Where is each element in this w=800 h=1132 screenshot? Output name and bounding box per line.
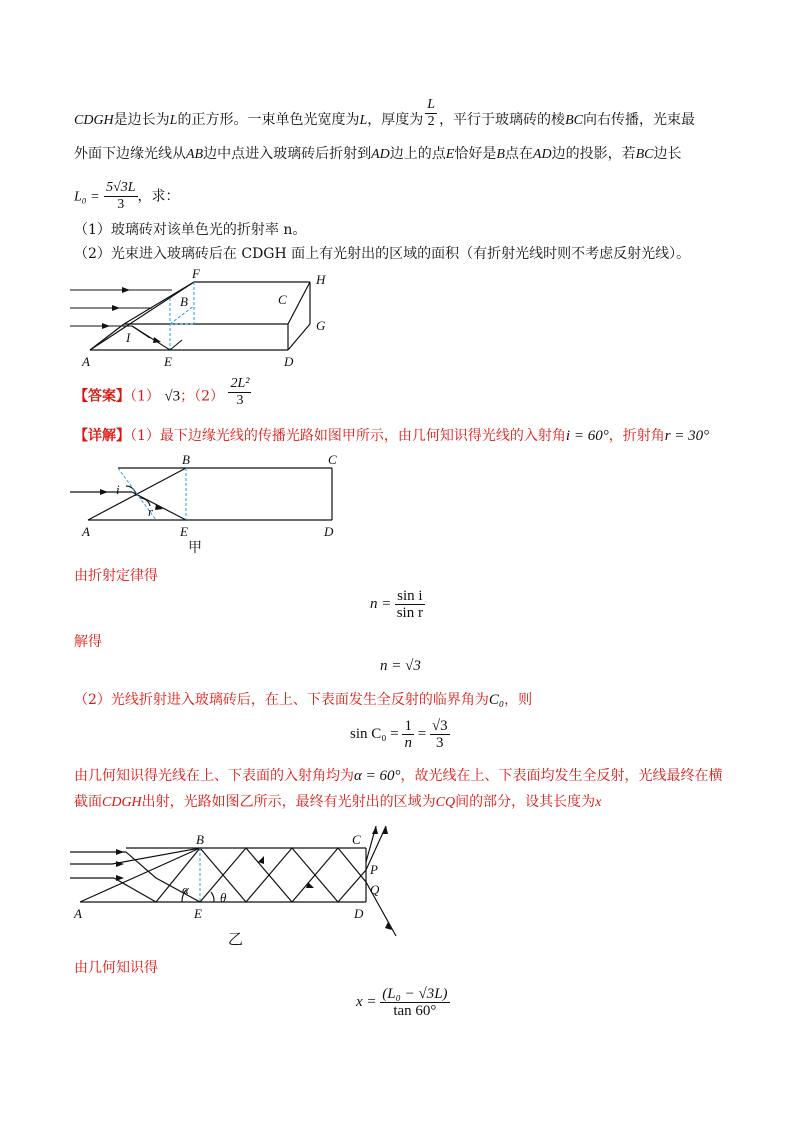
frac-den: 3 xyxy=(236,393,244,408)
intro-text: 边长 xyxy=(653,146,682,162)
intro-text: ，求： xyxy=(137,188,180,205)
fraction-l0 xyxy=(104,180,137,213)
label-d: D xyxy=(354,906,364,921)
label-c: C xyxy=(352,832,361,847)
equation-x xyxy=(356,986,450,1019)
intro-text: 点在 xyxy=(504,146,533,162)
arrow-head xyxy=(112,305,120,311)
arrow-head xyxy=(116,849,124,855)
label-c: C xyxy=(278,292,287,307)
frac-den: sin r xyxy=(396,605,423,621)
caption-yi: 乙 xyxy=(228,932,244,948)
ray-refracted xyxy=(132,492,186,520)
face-label: CDGH xyxy=(102,795,142,810)
geo-text: 由几何知识得 xyxy=(74,960,158,976)
figure-yi xyxy=(70,822,410,948)
eq-lhs: x = xyxy=(356,993,377,1010)
figure-jia xyxy=(70,450,350,554)
label-d: D xyxy=(284,354,294,369)
label-c: C xyxy=(328,452,337,467)
part2-line xyxy=(74,690,532,710)
label-q: Q xyxy=(370,882,380,897)
intro-text: 是边长为 xyxy=(113,112,170,128)
equation-sinc xyxy=(350,718,450,751)
ray-inside xyxy=(132,326,150,338)
arrow-head xyxy=(102,323,110,329)
eq-equals: = xyxy=(417,725,427,742)
l0-symbol: L₀ = xyxy=(74,189,100,205)
edge-label: BC xyxy=(635,147,654,162)
var-l: L xyxy=(359,113,368,128)
intro-text: 外面下边缘光线从 xyxy=(74,146,186,162)
edge-label: AD xyxy=(371,147,390,162)
part2b-text: 由几何知识得光线在上、下表面的入射角均为 xyxy=(74,768,354,784)
var-l: L xyxy=(169,113,178,128)
intro-line-2 xyxy=(74,144,681,165)
question-1: （1）玻璃砖对该单色光的折射率 n。 xyxy=(74,222,307,238)
eq-lhs: sin C₀ = xyxy=(350,725,399,742)
frac-den: n xyxy=(404,735,412,751)
answer-value-1: √3 xyxy=(164,388,181,405)
question-2: （2）光束进入玻璃砖后在 CDGH 面上有光射出的区域的面积（有折射光线时则不考虑反射光线）。 xyxy=(74,246,691,262)
figure-brick-3d xyxy=(70,266,350,370)
label-e: E xyxy=(164,354,172,369)
intro-line-3 xyxy=(74,180,180,213)
label-p: P xyxy=(370,862,378,877)
frac-den: tan 60° xyxy=(393,1003,437,1019)
arrow-head xyxy=(116,875,124,881)
label-a: A xyxy=(82,524,90,539)
answer-sep: ；（2） xyxy=(180,388,225,405)
detail-text: ，折射角 xyxy=(608,428,665,444)
frac-num: sin i xyxy=(397,588,423,604)
incident-angle: i = 60° xyxy=(565,428,609,444)
eq-frac-1 xyxy=(402,718,414,751)
intro-text: 的正方形。一束单色光宽度为 xyxy=(177,112,360,128)
eq-frac-2 xyxy=(430,718,450,751)
solve-text: 解得 xyxy=(74,634,102,650)
frac-num: (L₀ − √3L) xyxy=(382,986,448,1002)
edge-ch xyxy=(288,282,310,324)
part2b-text: 截面 xyxy=(74,794,102,810)
eq-fraction xyxy=(380,986,449,1019)
frac-den: 3 xyxy=(117,197,125,212)
frac-num: L xyxy=(427,96,436,112)
arrow-head xyxy=(122,287,130,293)
label-a: A xyxy=(82,354,90,369)
answer-tag: 【答案】 xyxy=(74,388,130,405)
part2-text: ，则 xyxy=(504,692,533,708)
fraction-l-over-2 xyxy=(425,97,437,130)
eq-fraction xyxy=(395,588,424,621)
part2b-text: 出射，光路如图乙所示，最终有光射出的区域为 xyxy=(141,794,436,810)
detail-line xyxy=(74,426,709,446)
frac-num: 2L² xyxy=(230,376,250,391)
point-label: E xyxy=(445,147,455,162)
arrow-head xyxy=(100,489,108,495)
intro-text: 边的投影，若 xyxy=(551,146,636,162)
intro-line-1 xyxy=(74,96,695,131)
label-theta: θ xyxy=(220,890,227,905)
frac-den: 3 xyxy=(436,735,444,751)
eq-lhs: n = xyxy=(370,595,392,612)
label-b: B xyxy=(180,294,188,309)
segment-label: CQ xyxy=(435,795,456,810)
part2b-text: ，故光线在上、下表面均发生全反射，光线最终在横 xyxy=(400,768,723,784)
label-h: H xyxy=(316,272,326,287)
edge-label: AD xyxy=(532,147,552,162)
intro-text: ，厚度为 xyxy=(367,112,424,128)
label-b: B xyxy=(182,452,190,467)
arrow-head xyxy=(306,882,314,888)
part2b-text: 间的部分，设其长度为 xyxy=(455,794,596,810)
label-e: E xyxy=(180,524,188,539)
intro-text: 向右传播，光束最 xyxy=(582,112,695,128)
refraction-angle: r = 30° xyxy=(664,428,710,444)
edge-dg xyxy=(288,324,310,350)
part2b-line-1 xyxy=(74,766,723,786)
critical-angle: C₀ xyxy=(488,692,505,708)
intro-text: ，平行于玻璃砖的棱 xyxy=(439,112,566,128)
equation-n-value: n = √3 xyxy=(380,658,421,674)
label-i: I xyxy=(126,330,131,345)
label-d: D xyxy=(324,524,334,539)
diagonal-af xyxy=(90,282,194,350)
part2-text: （2）光线折射进入玻璃砖后，在上、下表面发生全反射的临界角为 xyxy=(74,692,489,708)
alpha-value: α = 60° xyxy=(354,768,401,784)
detail-tag: 【详解】 xyxy=(74,428,130,444)
law-text: 由折射定律得 xyxy=(74,568,158,584)
face-label: CDGH xyxy=(74,113,114,128)
label-b: B xyxy=(196,832,204,847)
intro-text: 边上的点 xyxy=(389,146,446,162)
answer-fraction xyxy=(228,376,251,409)
intro-text: 恰好是 xyxy=(454,146,497,162)
label-a: A xyxy=(74,906,82,921)
var-x: x xyxy=(595,795,602,810)
label-i: i xyxy=(116,482,120,497)
answer-line xyxy=(74,376,251,409)
caption-jia: 甲 xyxy=(188,541,202,554)
label-g: G xyxy=(316,318,326,333)
edge-label: AB xyxy=(186,147,204,162)
label-f: F xyxy=(192,266,200,281)
part2b-line-2 xyxy=(74,792,601,813)
answer-part1: （1） xyxy=(130,388,160,405)
equation-n xyxy=(370,588,425,621)
detail-text: （1）最下边缘光线的传播光路如图甲所示，由几何知识得光线的入射角 xyxy=(130,428,566,444)
angle-theta-arc xyxy=(211,892,214,902)
angle-i-arc xyxy=(126,486,136,496)
frac-num: 5√3L xyxy=(106,180,136,195)
arrow-head xyxy=(372,826,378,834)
edge-label: BC xyxy=(565,113,583,128)
frac-den: 2 xyxy=(427,113,435,129)
point-label: B xyxy=(496,147,505,162)
arrow-head xyxy=(153,337,161,343)
frac-num: √3 xyxy=(431,718,448,734)
ray-refracted xyxy=(132,326,182,350)
intro-text: 边中点进入玻璃砖后折射到 xyxy=(203,146,372,162)
label-e: E xyxy=(194,906,202,921)
label-r: r xyxy=(148,504,154,519)
label-alpha: α xyxy=(182,882,189,897)
frac-num: 1 xyxy=(404,718,412,734)
